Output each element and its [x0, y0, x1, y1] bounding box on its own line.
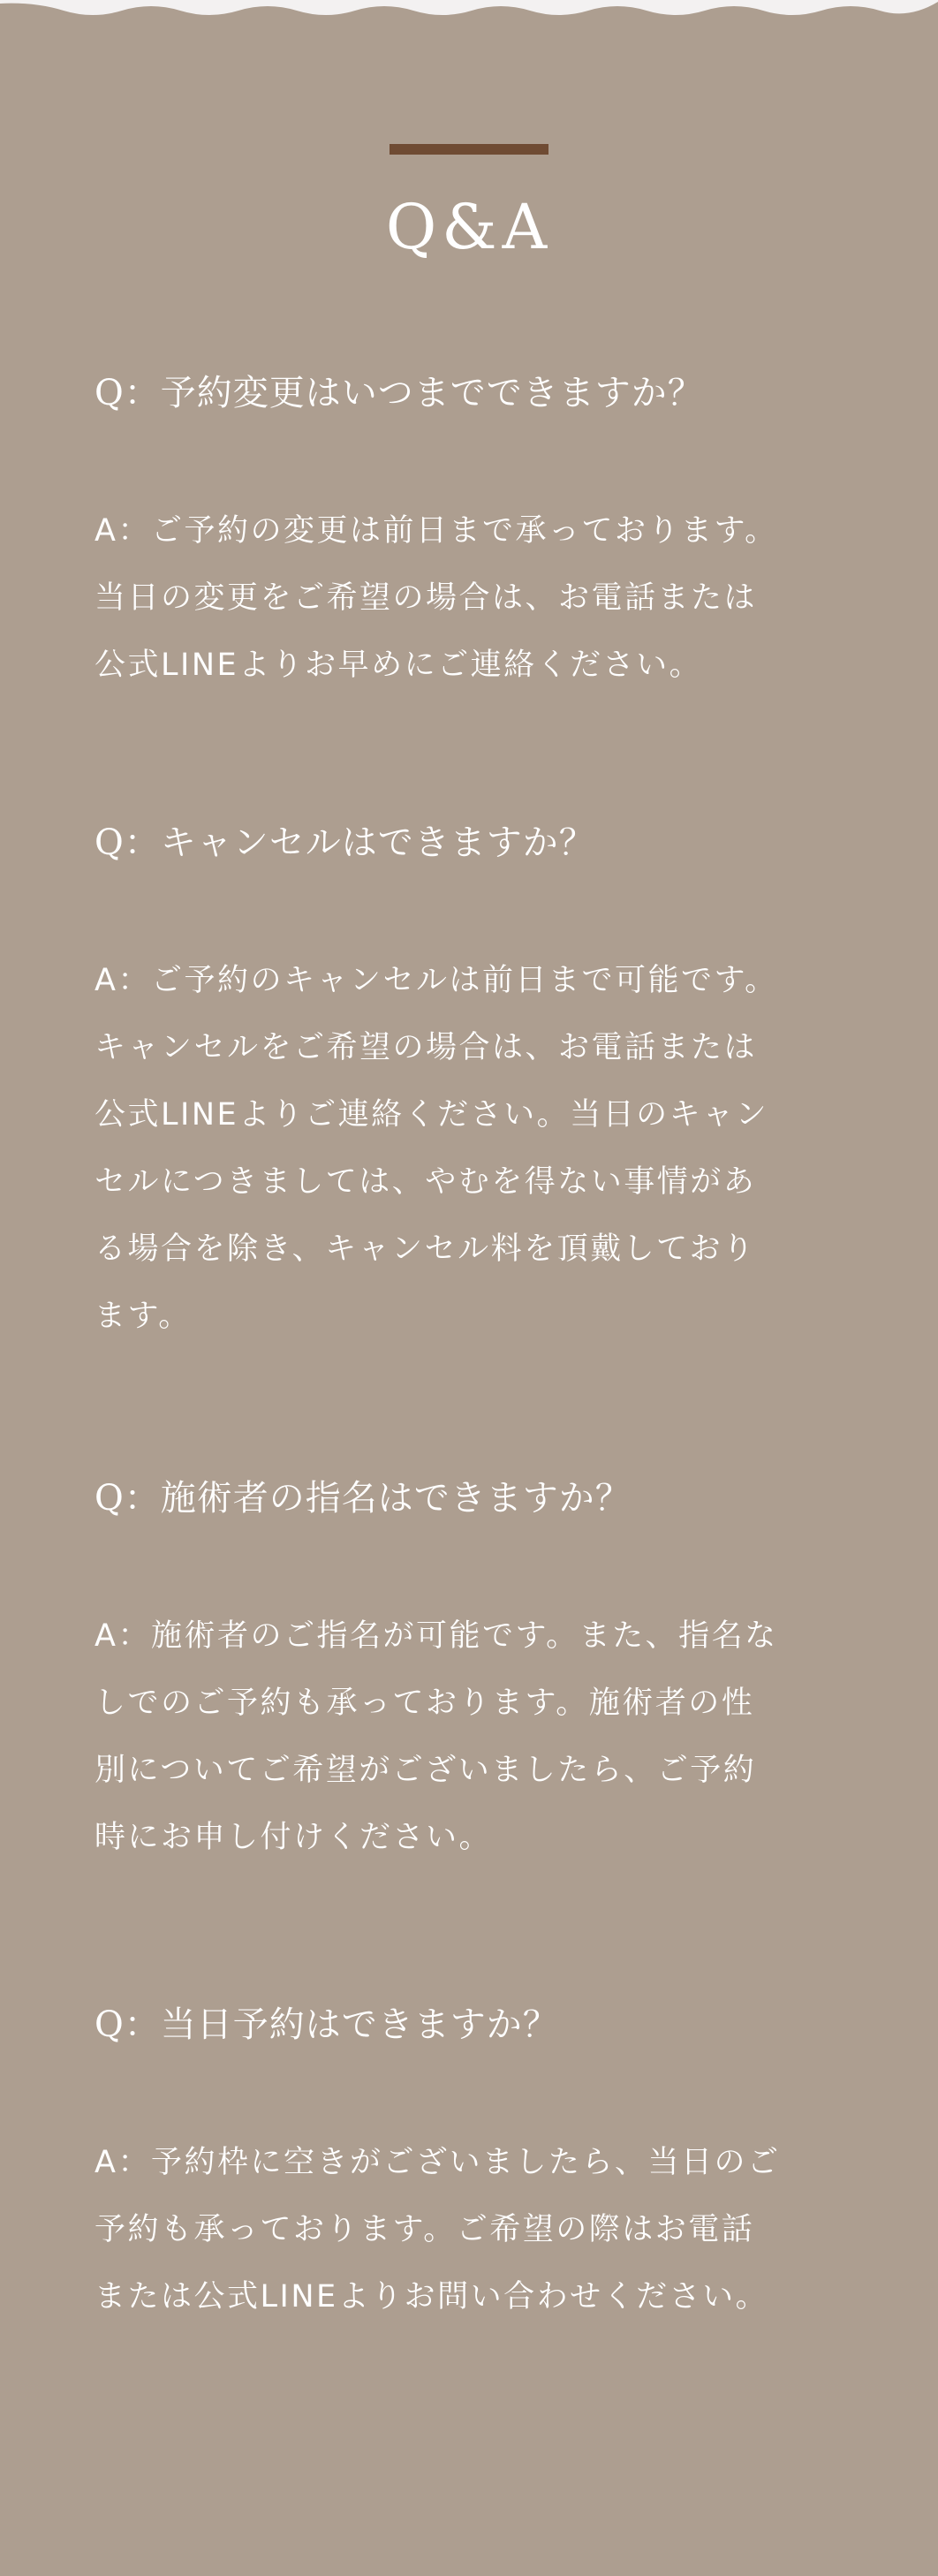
faq-answer-line: A：予約枠に空きがございましたら、当日のご — [95, 2145, 781, 2180]
faq-question: Q：当日予約はできますか？ — [95, 2004, 559, 2045]
faq-question: Q：キャンセルはできますか？ — [95, 822, 595, 863]
faq-answer-line: A：施術者のご指名が可能です。また、指名な — [95, 1618, 778, 1654]
title-accent-bar — [390, 144, 548, 155]
faq-answer-line: 公式LINEよりご連絡ください。当日のキャン — [95, 1097, 769, 1133]
faq-answer-line: 別についてご希望がございましたら、ご予約 — [95, 1753, 757, 1788]
faq-answer — [95, 947, 845, 1350]
faq-item — [95, 816, 845, 1350]
faq-item — [95, 367, 845, 699]
faq-answer — [95, 2129, 845, 2330]
section-title: Q&A — [385, 191, 553, 263]
wave-divider — [0, 0, 938, 21]
faq-answer-line: 当日の変更をご希望の場合は、お電話または — [95, 580, 758, 616]
faq-answer-line: しでのご予約も承っております。施術者の性 — [95, 1686, 755, 1721]
faq-answer — [95, 497, 845, 699]
faq-answer-line: キャンセルをご希望の場合は、お電話または — [95, 1030, 758, 1065]
faq-item — [95, 1998, 845, 2330]
faq-item — [95, 1472, 845, 1871]
faq-question: Q：施術者の指名はできますか？ — [95, 1478, 632, 1519]
faq-answer-line: A：ご予約の変更は前日まで承っております。 — [95, 513, 778, 549]
faq-answer-line: セルにつきましては、やむを得ない事情があ — [95, 1164, 757, 1200]
faq-answer-line: る場合を除き、キャンセル料を頂戴しており — [95, 1231, 756, 1267]
faq-answer — [95, 1602, 845, 1871]
faq-question: Q：予約変更はいつまでできますか？ — [95, 373, 704, 413]
faq-answer-line: ます。 — [95, 1299, 192, 1334]
faq-answer-line: または公式LINEよりお問い合わせください。 — [95, 2279, 769, 2315]
faq-answer-line: 時にお申し付けください。 — [95, 1820, 493, 1855]
faq-answer-line: A：ご予約のキャンセルは前日まで可能です。 — [95, 963, 778, 998]
faq-answer-line: 予約も承っております。ご希望の際はお電話 — [95, 2212, 755, 2247]
faq-answer-line: 公式LINEよりお早めにご連絡ください。 — [95, 648, 703, 683]
